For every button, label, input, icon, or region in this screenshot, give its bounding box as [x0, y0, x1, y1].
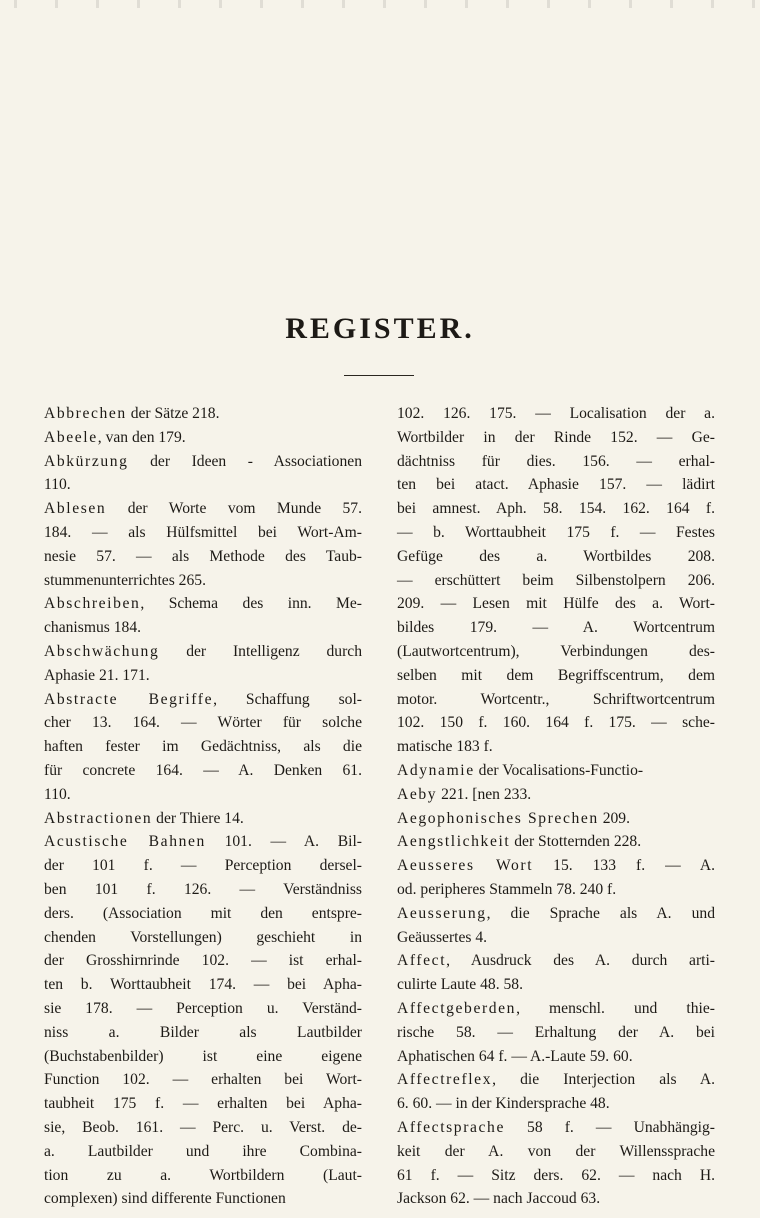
index-line — [397, 426, 715, 450]
index-text: der Sätze 218. — [126, 405, 220, 422]
index-line — [44, 1021, 362, 1045]
index-line — [397, 688, 715, 712]
index-line — [44, 997, 362, 1021]
index-text: 209. — Lesen mit Hülfe des a. Wort- — [397, 595, 715, 613]
index-text: 110. — [44, 476, 71, 494]
index-line — [397, 402, 715, 426]
index-line — [44, 759, 362, 783]
index-line — [44, 926, 362, 950]
index-line — [44, 1116, 362, 1140]
index-line — [397, 949, 715, 973]
index-text: sie 178. — Perception u. Verständ- — [44, 999, 362, 1017]
index-line — [44, 902, 362, 926]
index-headword: Affect — [397, 952, 447, 970]
index-line — [44, 569, 362, 593]
index-line — [397, 1068, 715, 1092]
index-text: Aphatischen 64 f. — A.-Laute 59. 60. — [397, 1047, 633, 1065]
index-line — [44, 949, 362, 973]
index-text: motor. Wortcentr., Schriftwortcentrum — [397, 690, 715, 708]
index-line — [44, 1092, 362, 1116]
index-text: 209. — [598, 809, 630, 827]
index-text: Geäussertes 4. — [397, 928, 488, 946]
index-text: complexen) sind differente Functionen — [44, 1190, 286, 1208]
index-text: od. peripheres Stammeln 78. 240 f. — [397, 880, 617, 898]
index-headword: Aegophonisches Sprechen — [397, 809, 599, 827]
index-line — [397, 902, 715, 926]
index-headword: Adynamie — [397, 761, 475, 779]
index-line — [397, 569, 715, 593]
index-text: haften fester im Gedächtniss, als die — [44, 738, 362, 756]
index-line — [44, 1140, 362, 1164]
index-text: — erschüttert beim Silbenstolpern 206. — [397, 571, 715, 589]
index-headword: Aeby — [397, 785, 438, 803]
index-line — [397, 497, 715, 521]
index-headword: Abkürzung — [44, 452, 129, 470]
index-line — [397, 1021, 715, 1045]
index-text: 102. 126. 175. — Localisation der a. — [397, 405, 715, 422]
index-line — [397, 616, 715, 640]
index-line — [397, 854, 715, 878]
index-text: der Worte vom Munde 57. — [106, 500, 362, 518]
index-text: matische 183 f. — [397, 738, 493, 756]
index-line — [44, 783, 362, 807]
index-line — [44, 854, 362, 878]
index-text: a. Lautbilder und ihre Combina- — [44, 1142, 362, 1160]
index-text: , Schema des inn. Me- — [140, 595, 362, 613]
index-text: bei amnest. Aph. 58. 154. 162. 164 f. — [397, 500, 715, 518]
index-text: 15. 133 f. — A. — [533, 857, 716, 875]
index-line — [397, 735, 715, 759]
index-text: , Ausdruck des A. durch arti- — [446, 952, 715, 970]
index-line — [397, 926, 715, 950]
index-text: der Stotternden 228. — [510, 833, 642, 851]
index-headword: Abbrechen — [44, 405, 127, 422]
index-line — [44, 521, 362, 545]
index-text: der 101 f. — Perception dersel- — [44, 857, 362, 875]
index-text: ders. (Association mit den entspre- — [44, 904, 362, 922]
index-line — [44, 545, 362, 569]
index-text: der Thiere 14. — [152, 809, 244, 827]
index-text: der Ideen - Associationen — [128, 452, 362, 470]
index-text: 102. 150 f. 160. 164 f. 175. — sche- — [397, 714, 715, 732]
index-text: stummenunterrichtes 265. — [44, 571, 206, 589]
index-text: der Grosshirnrinde 102. — ist erhal- — [44, 952, 362, 970]
index-text: Function 102. — erhalten bei Wort- — [44, 1071, 362, 1089]
index-text: Gefüge des a. Wortbildes 208. — [397, 547, 715, 565]
index-line — [397, 664, 715, 688]
index-headword: Abeele — [44, 428, 98, 446]
title-rule — [344, 375, 414, 376]
index-text: , menschl. und thie- — [516, 999, 715, 1017]
index-line — [44, 973, 362, 997]
index-headword: Affectsprache — [397, 1118, 505, 1136]
index-line — [397, 1187, 715, 1211]
index-text: 184. — als Hülfsmittel bei Wort-Am- — [44, 523, 362, 541]
index-headword: Abstractionen — [44, 809, 153, 827]
index-headword: Abschwächung — [44, 642, 160, 660]
index-line — [397, 1116, 715, 1140]
index-line — [44, 688, 362, 712]
index-text: ben 101 f. 126. — Verständniss — [44, 880, 362, 898]
index-text: rische 58. — Erhaltung der A. bei — [397, 1023, 715, 1041]
index-text: 110. — [44, 785, 71, 803]
index-text: taubheit 175 f. — erhalten bei Apha- — [44, 1095, 362, 1113]
index-text: chanismus 184. — [44, 619, 142, 637]
index-column-left — [44, 402, 362, 1211]
index-text: bildes 179. — A. Wortcentrum — [397, 619, 715, 637]
index-text: , Schaffung sol- — [213, 690, 362, 708]
index-line — [44, 1187, 362, 1211]
index-line — [44, 807, 362, 831]
index-line — [44, 473, 362, 497]
index-line — [397, 592, 715, 616]
index-line — [397, 759, 715, 783]
index-line — [44, 640, 362, 664]
index-text: tion zu a. Wortbildern (Laut- — [44, 1166, 362, 1184]
index-text: , die Interjection als A. — [492, 1071, 715, 1089]
index-line — [397, 783, 715, 807]
index-text: für concrete 164. — A. Denken 61. — [44, 761, 362, 779]
index-text: der Intelligenz durch — [159, 642, 362, 660]
index-line — [44, 402, 362, 426]
index-text: der Vocalisations-Functio- — [474, 761, 644, 779]
index-line — [397, 473, 715, 497]
index-text: 6. 60. — in der Kindersprache 48. — [397, 1095, 610, 1113]
index-headword: Acustische Bahnen — [44, 833, 206, 851]
index-line — [397, 973, 715, 997]
index-text: ten b. Worttaubheit 174. — bei Apha- — [44, 976, 362, 994]
index-text: chenden Vorstellungen) geschieht in — [44, 928, 362, 946]
index-text: keit der A. von der Willenssprache — [397, 1142, 715, 1160]
index-line — [397, 1092, 715, 1116]
index-line — [397, 1045, 715, 1069]
index-text: 58 f. — Unabhängig- — [504, 1118, 715, 1136]
index-line — [397, 997, 715, 1021]
index-line — [44, 711, 362, 735]
index-text: , van den 179. — [97, 428, 186, 446]
index-line — [44, 616, 362, 640]
index-text: selben mit dem Begriffscentrum, dem — [397, 666, 715, 684]
page-title: REGISTER. — [285, 312, 475, 345]
index-text: Wortbilder in der Rinde 152. — Ge- — [397, 428, 715, 446]
index-line — [44, 497, 362, 521]
index-text: (Buchstabenbilder) ist eine eigene — [44, 1047, 362, 1065]
index-line — [44, 450, 362, 474]
index-text: culirte Laute 48. 58. — [397, 976, 524, 994]
index-text: Jackson 62. — nach Jaccoud 63. — [397, 1190, 601, 1208]
index-headword: Ablesen — [44, 500, 107, 518]
index-line — [44, 830, 362, 854]
index-line — [397, 521, 715, 545]
scan-edge-noise — [0, 0, 760, 8]
index-line — [397, 450, 715, 474]
index-line — [44, 878, 362, 902]
index-headword: Affectgeberden — [397, 999, 517, 1017]
index-line — [397, 807, 715, 831]
index-text: 221. [nen 233. — [437, 785, 532, 803]
index-line — [44, 735, 362, 759]
index-text: Aphasie 21. 171. — [44, 666, 150, 684]
index-text: nesie 57. — als Methode des Taub- — [44, 547, 362, 565]
index-line — [44, 1068, 362, 1092]
index-line — [44, 592, 362, 616]
index-line — [397, 830, 715, 854]
index-line — [44, 1045, 362, 1069]
index-text: cher 13. 164. — Wörter für solche — [44, 714, 362, 732]
index-line — [44, 664, 362, 688]
index-line — [44, 426, 362, 450]
index-headword: Abstracte Begriffe — [44, 690, 214, 708]
index-text: , die Sprache als A. und — [486, 904, 715, 922]
index-headword: Affectreflex — [397, 1071, 493, 1089]
index-headword: Aengstlichkeit — [397, 833, 511, 851]
index-headword: Abschreiben — [44, 595, 141, 613]
index-line — [44, 1164, 362, 1188]
index-text: 61 f. — Sitz ders. 62. — nach H. — [397, 1166, 715, 1184]
index-text: — b. Worttaubheit 175 f. — Festes — [397, 523, 715, 541]
index-text: sie, Beob. 161. — Perc. u. Verst. de- — [44, 1118, 362, 1136]
index-column-right — [397, 402, 715, 1211]
index-headword: Aeusserung — [397, 904, 487, 922]
index-text: (Lautwortcentrum), Verbindungen des- — [397, 642, 715, 660]
index-line — [397, 1164, 715, 1188]
index-line — [397, 1140, 715, 1164]
index-line — [397, 640, 715, 664]
index-line — [397, 545, 715, 569]
index-line — [397, 711, 715, 735]
index-text: dächtniss für dies. 156. — erhal- — [397, 452, 715, 470]
index-line — [397, 878, 715, 902]
index-text: 101. — A. Bil- — [205, 833, 362, 851]
index-headword: Aeusseres Wort — [397, 857, 534, 875]
index-text: niss a. Bilder als Lautbilder — [44, 1023, 362, 1041]
index-text: ten bei atact. Aphasie 157. — lädirt — [397, 476, 715, 494]
